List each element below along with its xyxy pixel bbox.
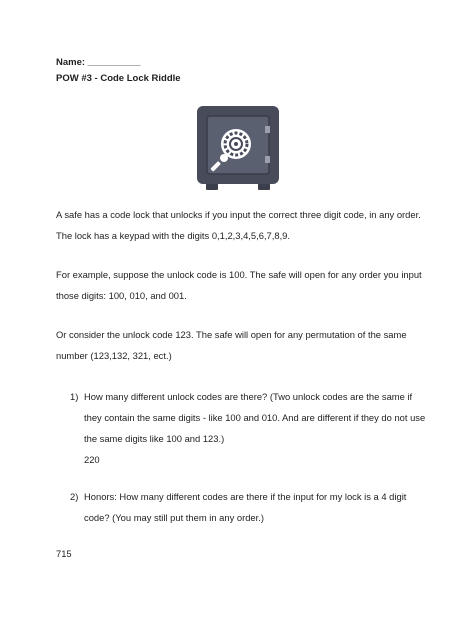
question-number: 1) xyxy=(70,391,79,402)
question-text: Honors: How many different codes are there if the input for my lock is a 4 digit code? (You may still put them in any order.) xyxy=(84,491,407,523)
question-number: 2) xyxy=(70,491,79,502)
question-text: How many different unlock codes are there? (Two unlock codes are the same if they contain the same digits - like 100 and 010. And are different if they do not use the same digits like 100 and 123.) xyxy=(84,391,426,444)
paragraph-intro: A safe has a code lock that unlocks if you input the correct three digit code, in any order. The lock has a keypad with the digits 0,1,2,3,4,5,6,7,8,9. xyxy=(56,209,421,241)
name-field-label: Name: __________ xyxy=(56,57,141,68)
question-2 xyxy=(70,486,426,528)
footer-number: 715 xyxy=(56,548,72,559)
paragraph-example: For example, suppose the unlock code is 100. The safe will open for any order you input those digits: 100, 010, and 001. xyxy=(56,269,422,301)
safe-icon xyxy=(196,104,280,192)
paragraph-permutation: Or consider the unlock code 123. The safe will open for any permutation of the same number (123,132, 321, ect.) xyxy=(56,329,407,361)
document-title: POW #3 - Code Lock Riddle xyxy=(56,73,181,84)
question-1 xyxy=(70,386,426,470)
question-answer: 220 xyxy=(84,454,100,465)
